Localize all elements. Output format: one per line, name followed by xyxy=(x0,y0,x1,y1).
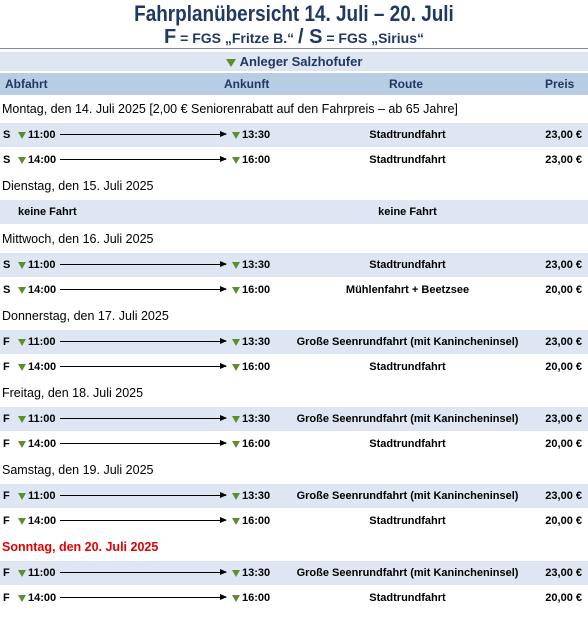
price-value: 20,00 € xyxy=(545,515,582,527)
triangle-down-icon xyxy=(18,364,26,371)
route-label: Stadtrundfahrt xyxy=(369,438,446,450)
departure-value: 14:00 xyxy=(28,438,57,450)
table-row xyxy=(0,407,588,431)
departure-time xyxy=(18,336,56,348)
arrival-value: 16:00 xyxy=(242,284,271,296)
arrival-value: 16:00 xyxy=(242,592,271,604)
arrival-time xyxy=(232,567,270,579)
ship-code: S xyxy=(3,284,11,296)
arrow-right-icon xyxy=(60,366,226,367)
legend-separator: / xyxy=(297,26,304,48)
price-value: 20,00 € xyxy=(545,361,582,373)
route-label: Große Seenrundfahrt (mit Kanincheninsel) xyxy=(296,336,519,348)
ship-name-f: = FGS „Fritze B.“ xyxy=(176,30,298,46)
triangle-down-icon xyxy=(18,157,26,164)
ship-code: F xyxy=(3,567,10,579)
triangle-down-icon xyxy=(232,132,240,139)
departure-value: 11:00 xyxy=(28,413,56,425)
price-value: 23,00 € xyxy=(545,490,582,502)
ship-code: F xyxy=(3,592,10,604)
arrival-time xyxy=(232,259,270,271)
arrow-right-icon xyxy=(60,520,226,521)
arrow-right-icon xyxy=(60,495,226,496)
arrival-time xyxy=(232,336,270,348)
triangle-down-icon xyxy=(232,287,240,294)
ship-code: S xyxy=(3,259,11,271)
triangle-down-icon xyxy=(18,339,26,346)
arrival-value: 13:30 xyxy=(242,336,271,348)
page-title: Fahrplanübersicht 14. Juli – 20. Juli xyxy=(134,1,454,26)
departure-time xyxy=(18,567,56,579)
table-row xyxy=(0,484,588,508)
col-arrival: Ankunft xyxy=(224,77,270,91)
route-label: Stadtrundfahrt xyxy=(369,515,446,527)
price-value: 23,00 € xyxy=(545,413,582,425)
departure-time xyxy=(18,154,56,166)
departure-time xyxy=(18,413,56,425)
arrow-right-icon xyxy=(60,572,226,573)
col-departure: Abfahrt xyxy=(5,77,48,91)
table-row xyxy=(0,330,588,354)
departure-value: 11:00 xyxy=(28,259,56,271)
departure-time xyxy=(18,515,56,527)
table-row xyxy=(0,509,588,533)
departure-time xyxy=(18,259,56,271)
arrival-time xyxy=(232,361,270,373)
arrival-value: 13:30 xyxy=(242,413,271,425)
ship-code: F xyxy=(3,438,10,450)
route-label: Mühlenfahrt + Beetzsee xyxy=(345,284,470,296)
triangle-down-icon xyxy=(18,518,26,525)
departure-value: 11:00 xyxy=(28,336,56,348)
triangle-down-icon xyxy=(18,132,26,139)
route-label: Große Seenrundfahrt (mit Kanincheninsel) xyxy=(296,567,519,579)
departure-time xyxy=(18,129,56,141)
ship-code-f: F xyxy=(164,26,177,48)
triangle-down-icon xyxy=(226,59,236,67)
triangle-down-icon xyxy=(18,416,26,423)
table-row xyxy=(0,253,588,277)
triangle-down-icon xyxy=(18,570,26,577)
triangle-down-icon xyxy=(232,441,240,448)
day-heading: Montag, den 14. Juli 2025 [2,00 € Seniorenrabatt auf den Fahrpreis – ab 65 Jahre] xyxy=(2,102,458,116)
triangle-down-icon xyxy=(232,595,240,602)
route-label: Große Seenrundfahrt (mit Kanincheninsel) xyxy=(296,413,519,425)
arrival-value: 13:30 xyxy=(242,259,271,271)
triangle-down-icon xyxy=(18,493,26,500)
arrival-time xyxy=(232,413,270,425)
departure-time xyxy=(18,284,56,296)
pier-name: Anleger Salzhofufer xyxy=(239,54,363,69)
arrival-value: 16:00 xyxy=(242,515,271,527)
triangle-down-icon xyxy=(18,262,26,269)
route-label: Große Seenrundfahrt (mit Kanincheninsel) xyxy=(296,490,519,502)
table-row xyxy=(0,355,588,379)
arrival-time xyxy=(232,592,270,604)
ship-code: F xyxy=(3,490,10,502)
route-label: Stadtrundfahrt xyxy=(369,592,446,604)
price-value: 23,00 € xyxy=(545,567,582,579)
ship-code: F xyxy=(3,336,10,348)
ship-name-s: = FGS „Sirius“ xyxy=(322,30,424,46)
table-row xyxy=(0,586,588,610)
day-heading: Sonntag, den 20. Juli 2025 xyxy=(2,540,159,554)
divider xyxy=(0,48,588,49)
day-heading: Mittwoch, den 16. Juli 2025 xyxy=(2,232,154,246)
arrival-time xyxy=(232,284,270,296)
ship-code: F xyxy=(3,361,10,373)
departure-value: 14:00 xyxy=(28,592,57,604)
arrival-time xyxy=(232,490,270,502)
triangle-down-icon xyxy=(232,157,240,164)
arrival-value: 13:30 xyxy=(242,129,271,141)
table-row xyxy=(0,278,588,302)
arrow-right-icon xyxy=(60,289,226,290)
route-label: keine Fahrt xyxy=(378,206,437,218)
no-trip-label: keine Fahrt xyxy=(18,206,77,218)
route-label: Stadtrundfahrt xyxy=(369,259,446,271)
day-heading: Dienstag, den 15. Juli 2025 xyxy=(2,179,154,193)
table-row xyxy=(0,200,588,224)
col-price: Preis xyxy=(545,77,575,91)
price-value: 23,00 € xyxy=(545,129,582,141)
day-heading: Freitag, den 18. Juli 2025 xyxy=(2,386,144,400)
arrival-time xyxy=(232,154,270,166)
departure-time xyxy=(18,361,56,373)
departure-value: 14:00 xyxy=(28,361,57,373)
ship-code: S xyxy=(3,129,11,141)
departure-value: 14:00 xyxy=(28,154,57,166)
ship-code: S xyxy=(3,154,11,166)
departure-time xyxy=(18,490,56,502)
route-label: Stadtrundfahrt xyxy=(369,129,446,141)
arrow-right-icon xyxy=(60,264,226,265)
day-heading: Samstag, den 19. Juli 2025 xyxy=(2,463,154,477)
arrow-right-icon xyxy=(60,134,226,135)
triangle-down-icon xyxy=(232,339,240,346)
triangle-down-icon xyxy=(232,364,240,371)
table-row xyxy=(0,432,588,456)
arrow-right-icon xyxy=(60,341,226,342)
price-value: 23,00 € xyxy=(545,259,582,271)
departure-value: 11:00 xyxy=(28,129,56,141)
pier-banner xyxy=(0,52,588,71)
arrival-time xyxy=(232,129,270,141)
col-route: Route xyxy=(389,77,423,91)
arrival-time xyxy=(232,438,270,450)
arrow-right-icon xyxy=(60,597,226,598)
ship-code: F xyxy=(3,515,10,527)
triangle-down-icon xyxy=(232,570,240,577)
triangle-down-icon xyxy=(232,493,240,500)
arrow-right-icon xyxy=(60,443,226,444)
route-label: Stadtrundfahrt xyxy=(369,361,446,373)
day-heading: Donnerstag, den 17. Juli 2025 xyxy=(2,309,169,323)
triangle-down-icon xyxy=(232,416,240,423)
table-header xyxy=(0,73,588,95)
arrival-value: 16:00 xyxy=(242,361,271,373)
price-value: 20,00 € xyxy=(545,284,582,296)
triangle-down-icon xyxy=(18,287,26,294)
table-row xyxy=(0,561,588,585)
arrival-time xyxy=(232,515,270,527)
triangle-down-icon xyxy=(18,595,26,602)
arrival-value: 13:30 xyxy=(242,490,271,502)
price-value: 20,00 € xyxy=(545,438,582,450)
ship-code-s: S xyxy=(303,26,323,48)
triangle-down-icon xyxy=(18,441,26,448)
departure-value: 11:00 xyxy=(28,567,56,579)
table-row xyxy=(0,148,588,172)
triangle-down-icon xyxy=(232,262,240,269)
departure-value: 14:00 xyxy=(28,515,57,527)
table-row xyxy=(0,123,588,147)
ship-code: F xyxy=(3,413,10,425)
triangle-down-icon xyxy=(232,518,240,525)
arrow-right-icon xyxy=(60,159,226,160)
price-value: 23,00 € xyxy=(545,154,582,166)
arrival-value: 16:00 xyxy=(242,438,271,450)
arrow-right-icon xyxy=(60,418,226,419)
price-value: 23,00 € xyxy=(545,336,582,348)
route-label: Stadtrundfahrt xyxy=(369,154,446,166)
ship-legend xyxy=(0,27,588,48)
departure-time xyxy=(18,592,56,604)
arrival-value: 16:00 xyxy=(242,154,271,166)
price-value: 20,00 € xyxy=(545,592,582,604)
departure-value: 14:00 xyxy=(28,284,57,296)
departure-time xyxy=(18,438,56,450)
arrival-value: 13:30 xyxy=(242,567,271,579)
departure-value: 11:00 xyxy=(28,490,56,502)
